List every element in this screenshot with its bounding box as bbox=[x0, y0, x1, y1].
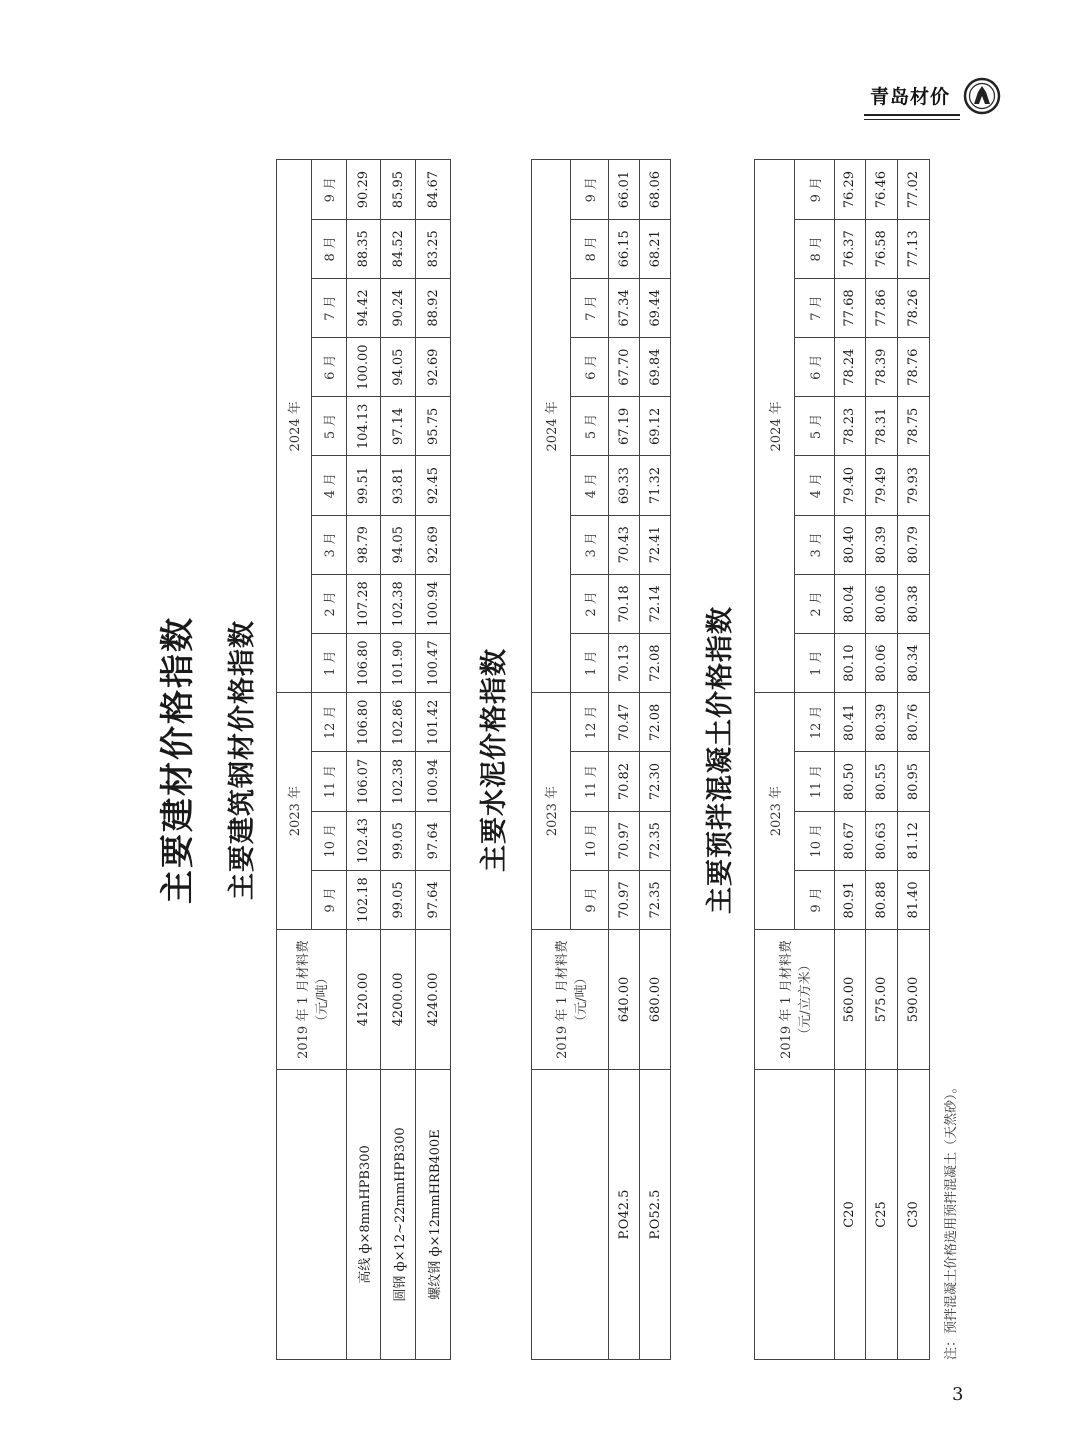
index-value: 102.86 bbox=[381, 693, 416, 752]
index-value: 97.64 bbox=[416, 870, 451, 929]
index-value: 100.94 bbox=[416, 752, 451, 811]
index-value: 80.34 bbox=[898, 634, 930, 693]
month-header: 7 月 bbox=[311, 278, 346, 337]
index-value: 106.80 bbox=[346, 634, 381, 693]
index-value: 88.35 bbox=[346, 219, 381, 278]
index-value: 80.06 bbox=[866, 634, 898, 693]
index-value: 72.08 bbox=[640, 634, 671, 693]
index-value: 76.58 bbox=[866, 219, 898, 278]
index-value: 80.41 bbox=[834, 693, 866, 752]
index-value: 70.97 bbox=[609, 870, 640, 929]
material-name: P.O52.5 bbox=[640, 1070, 671, 1360]
index-value: 69.84 bbox=[640, 338, 671, 397]
index-value: 79.40 bbox=[834, 456, 866, 515]
base-price: 4200.00 bbox=[381, 930, 416, 1070]
base-price: 640.00 bbox=[609, 930, 640, 1070]
index-value: 80.06 bbox=[866, 574, 898, 633]
index-value: 70.97 bbox=[609, 811, 640, 870]
index-value: 97.14 bbox=[381, 397, 416, 456]
index-value: 107.28 bbox=[346, 574, 381, 633]
month-header: 7 月 bbox=[570, 278, 609, 337]
month-header: 8 月 bbox=[311, 219, 346, 278]
index-value: 102.43 bbox=[346, 811, 381, 870]
index-value: 78.24 bbox=[834, 338, 866, 397]
page-number: 3 bbox=[952, 1384, 964, 1405]
index-value: 77.13 bbox=[898, 219, 930, 278]
index-value: 80.76 bbox=[898, 693, 930, 752]
index-value: 88.92 bbox=[416, 278, 451, 337]
page-header bbox=[864, 70, 1014, 120]
index-value: 101.42 bbox=[416, 693, 451, 752]
index-value: 78.23 bbox=[834, 397, 866, 456]
index-value: 80.63 bbox=[866, 811, 898, 870]
index-value: 100.94 bbox=[416, 574, 451, 633]
month-header: 11 月 bbox=[794, 752, 834, 811]
index-value: 79.93 bbox=[898, 456, 930, 515]
index-value: 99.51 bbox=[346, 456, 381, 515]
year-header-row bbox=[277, 160, 312, 1360]
base-header-unit: （元/吨） bbox=[574, 971, 590, 1028]
base-price: 590.00 bbox=[898, 930, 930, 1070]
index-value: 72.35 bbox=[640, 811, 671, 870]
index-value: 80.10 bbox=[834, 634, 866, 693]
index-value: 79.49 bbox=[866, 456, 898, 515]
index-value: 68.06 bbox=[640, 160, 671, 219]
material-name: P.O42.5 bbox=[609, 1070, 640, 1360]
base-header-unit: （元/吨） bbox=[315, 971, 331, 1028]
index-value: 80.38 bbox=[898, 574, 930, 633]
month-header: 6 月 bbox=[794, 338, 834, 397]
index-value: 104.13 bbox=[346, 397, 381, 456]
qingdao-price-logo-icon bbox=[962, 76, 1002, 116]
index-value: 90.24 bbox=[381, 278, 416, 337]
header-rule bbox=[864, 114, 960, 116]
month-header: 3 月 bbox=[311, 515, 346, 574]
index-value: 77.02 bbox=[898, 160, 930, 219]
index-value: 94.05 bbox=[381, 515, 416, 574]
material-name: C25 bbox=[866, 1070, 898, 1360]
index-value: 78.26 bbox=[898, 278, 930, 337]
month-header: 1 月 bbox=[794, 634, 834, 693]
index-value: 72.08 bbox=[640, 693, 671, 752]
main-title: 主要建材价格指数 bbox=[158, 616, 198, 904]
table-row bbox=[640, 160, 671, 1360]
material-header-cell bbox=[277, 1070, 347, 1360]
index-value: 67.19 bbox=[609, 397, 640, 456]
index-value: 72.41 bbox=[640, 515, 671, 574]
concrete-price-index-table bbox=[754, 160, 930, 1361]
month-header: 10 月 bbox=[570, 811, 609, 870]
base-price: 4120.00 bbox=[346, 930, 381, 1070]
month-header: 6 月 bbox=[570, 338, 609, 397]
index-value: 76.29 bbox=[834, 160, 866, 219]
index-value: 70.18 bbox=[609, 574, 640, 633]
index-value: 92.69 bbox=[416, 338, 451, 397]
month-header: 12 月 bbox=[311, 693, 346, 752]
concrete-table-title: 主要预拌混凝土价格指数 bbox=[705, 606, 736, 914]
month-header: 10 月 bbox=[311, 811, 346, 870]
base-header-line: 2019 年 1 月材料费 bbox=[296, 940, 312, 1059]
index-value: 102.38 bbox=[381, 574, 416, 633]
index-value: 102.18 bbox=[346, 870, 381, 929]
index-value: 106.80 bbox=[346, 693, 381, 752]
index-value: 101.90 bbox=[381, 634, 416, 693]
month-header: 9 月 bbox=[794, 870, 834, 929]
index-value: 72.30 bbox=[640, 752, 671, 811]
base-price: 575.00 bbox=[866, 930, 898, 1070]
year-2024-header: 2024 年 bbox=[277, 160, 312, 693]
index-value: 69.12 bbox=[640, 397, 671, 456]
rotated-content bbox=[150, 130, 970, 1360]
month-header: 3 月 bbox=[570, 515, 609, 574]
index-value: 70.43 bbox=[609, 515, 640, 574]
table-row bbox=[898, 160, 930, 1360]
month-header: 9 月 bbox=[794, 160, 834, 219]
index-value: 85.95 bbox=[381, 160, 416, 219]
index-value: 77.68 bbox=[834, 278, 866, 337]
material-name: 高线 ф×8mmHPB300 bbox=[346, 1070, 381, 1360]
index-value: 80.88 bbox=[866, 870, 898, 929]
base-price: 4240.00 bbox=[416, 930, 451, 1070]
index-value: 100.47 bbox=[416, 634, 451, 693]
month-header: 4 月 bbox=[794, 456, 834, 515]
month-header: 5 月 bbox=[570, 397, 609, 456]
footnote: 注：预拌混凝土价格选用预拌混凝土（天然砂）。 bbox=[944, 1080, 959, 1360]
header-rule-thin bbox=[864, 119, 960, 120]
index-value: 72.14 bbox=[640, 574, 671, 633]
index-value: 70.13 bbox=[609, 634, 640, 693]
year-header-row bbox=[755, 160, 795, 1360]
index-value: 95.75 bbox=[416, 397, 451, 456]
month-header: 12 月 bbox=[570, 693, 609, 752]
table-row bbox=[346, 160, 381, 1360]
month-header: 6 月 bbox=[311, 338, 346, 397]
year-header-row bbox=[532, 160, 571, 1360]
month-header: 11 月 bbox=[570, 752, 609, 811]
index-value: 94.42 bbox=[346, 278, 381, 337]
index-value: 80.40 bbox=[834, 515, 866, 574]
material-name: 圆钢 ф×12~22mmHPB300 bbox=[381, 1070, 416, 1360]
month-header: 9 月 bbox=[311, 160, 346, 219]
month-header: 1 月 bbox=[311, 634, 346, 693]
year-2023-header: 2023 年 bbox=[277, 693, 312, 930]
index-value: 76.37 bbox=[834, 219, 866, 278]
index-value: 68.21 bbox=[640, 219, 671, 278]
index-value: 84.67 bbox=[416, 160, 451, 219]
index-value: 80.55 bbox=[866, 752, 898, 811]
steel-table-title: 主要建筑钢材价格指数 bbox=[227, 620, 258, 900]
table-row bbox=[866, 160, 898, 1360]
index-value: 78.39 bbox=[866, 338, 898, 397]
index-value: 66.01 bbox=[609, 160, 640, 219]
index-value: 80.50 bbox=[834, 752, 866, 811]
month-header: 3 月 bbox=[794, 515, 834, 574]
month-header: 8 月 bbox=[570, 219, 609, 278]
index-value: 94.05 bbox=[381, 338, 416, 397]
index-value: 67.70 bbox=[609, 338, 640, 397]
index-value: 80.67 bbox=[834, 811, 866, 870]
table-row bbox=[416, 160, 451, 1360]
base-price: 680.00 bbox=[640, 930, 671, 1070]
index-value: 76.46 bbox=[866, 160, 898, 219]
base-header-line: 2019 年 1 月材料费 bbox=[555, 940, 571, 1059]
index-value: 80.95 bbox=[898, 752, 930, 811]
index-value: 80.79 bbox=[898, 515, 930, 574]
brand-title: 青岛材价 bbox=[870, 86, 951, 108]
material-name: C30 bbox=[898, 1070, 930, 1360]
material-name: 螺纹钢 ф×12mmHRB400E bbox=[416, 1070, 451, 1360]
index-value: 80.39 bbox=[866, 693, 898, 752]
index-value: 78.75 bbox=[898, 397, 930, 456]
table-row bbox=[381, 160, 416, 1360]
month-header: 4 月 bbox=[311, 456, 346, 515]
base-price-header bbox=[755, 930, 835, 1070]
month-header: 8 月 bbox=[794, 219, 834, 278]
index-value: 102.38 bbox=[381, 752, 416, 811]
index-value: 66.15 bbox=[609, 219, 640, 278]
month-header: 7 月 bbox=[794, 278, 834, 337]
month-header: 2 月 bbox=[311, 574, 346, 633]
material-name: C20 bbox=[834, 1070, 866, 1360]
index-value: 77.86 bbox=[866, 278, 898, 337]
table-row bbox=[609, 160, 640, 1360]
month-header: 9 月 bbox=[570, 160, 609, 219]
month-header: 5 月 bbox=[794, 397, 834, 456]
month-header: 10 月 bbox=[794, 811, 834, 870]
index-value: 98.79 bbox=[346, 515, 381, 574]
year-2023-header: 2023 年 bbox=[755, 693, 795, 930]
index-value: 99.05 bbox=[381, 870, 416, 929]
cement-price-index-table bbox=[531, 160, 671, 1361]
index-value: 71.32 bbox=[640, 456, 671, 515]
month-header: 5 月 bbox=[311, 397, 346, 456]
month-header: 2 月 bbox=[570, 574, 609, 633]
index-value: 81.12 bbox=[898, 811, 930, 870]
base-header-unit: （元/立方米） bbox=[798, 958, 814, 1041]
base-header-line: 2019 年 1 月材料费 bbox=[779, 940, 795, 1059]
index-value: 78.31 bbox=[866, 397, 898, 456]
index-value: 92.45 bbox=[416, 456, 451, 515]
index-value: 92.69 bbox=[416, 515, 451, 574]
cement-table-title: 主要水泥价格指数 bbox=[479, 648, 510, 872]
index-value: 80.91 bbox=[834, 870, 866, 929]
index-value: 81.40 bbox=[898, 870, 930, 929]
index-value: 106.07 bbox=[346, 752, 381, 811]
index-value: 100.00 bbox=[346, 338, 381, 397]
index-value: 67.34 bbox=[609, 278, 640, 337]
month-header: 4 月 bbox=[570, 456, 609, 515]
index-value: 99.05 bbox=[381, 811, 416, 870]
index-value: 80.39 bbox=[866, 515, 898, 574]
index-value: 69.44 bbox=[640, 278, 671, 337]
month-header: 12 月 bbox=[794, 693, 834, 752]
month-header: 11 月 bbox=[311, 752, 346, 811]
month-header: 9 月 bbox=[570, 870, 609, 929]
index-value: 84.52 bbox=[381, 219, 416, 278]
base-price-header bbox=[532, 930, 609, 1070]
month-header: 9 月 bbox=[311, 870, 346, 929]
base-price: 560.00 bbox=[834, 930, 866, 1070]
month-header: 1 月 bbox=[570, 634, 609, 693]
base-price-header bbox=[277, 930, 347, 1070]
material-header-cell bbox=[755, 1070, 835, 1360]
index-value: 80.04 bbox=[834, 574, 866, 633]
index-value: 69.33 bbox=[609, 456, 640, 515]
index-value: 70.82 bbox=[609, 752, 640, 811]
year-2024-header: 2024 年 bbox=[755, 160, 795, 693]
index-value: 70.47 bbox=[609, 693, 640, 752]
year-2023-header: 2023 年 bbox=[532, 693, 571, 930]
month-header: 2 月 bbox=[794, 574, 834, 633]
table-row bbox=[834, 160, 866, 1360]
steel-price-index-table bbox=[276, 160, 451, 1361]
material-header-cell bbox=[532, 1070, 609, 1360]
year-2024-header: 2024 年 bbox=[532, 160, 571, 693]
index-value: 78.76 bbox=[898, 338, 930, 397]
index-value: 83.25 bbox=[416, 219, 451, 278]
index-value: 72.35 bbox=[640, 870, 671, 929]
index-value: 97.64 bbox=[416, 811, 451, 870]
index-value: 90.29 bbox=[346, 160, 381, 219]
index-value: 93.81 bbox=[381, 456, 416, 515]
